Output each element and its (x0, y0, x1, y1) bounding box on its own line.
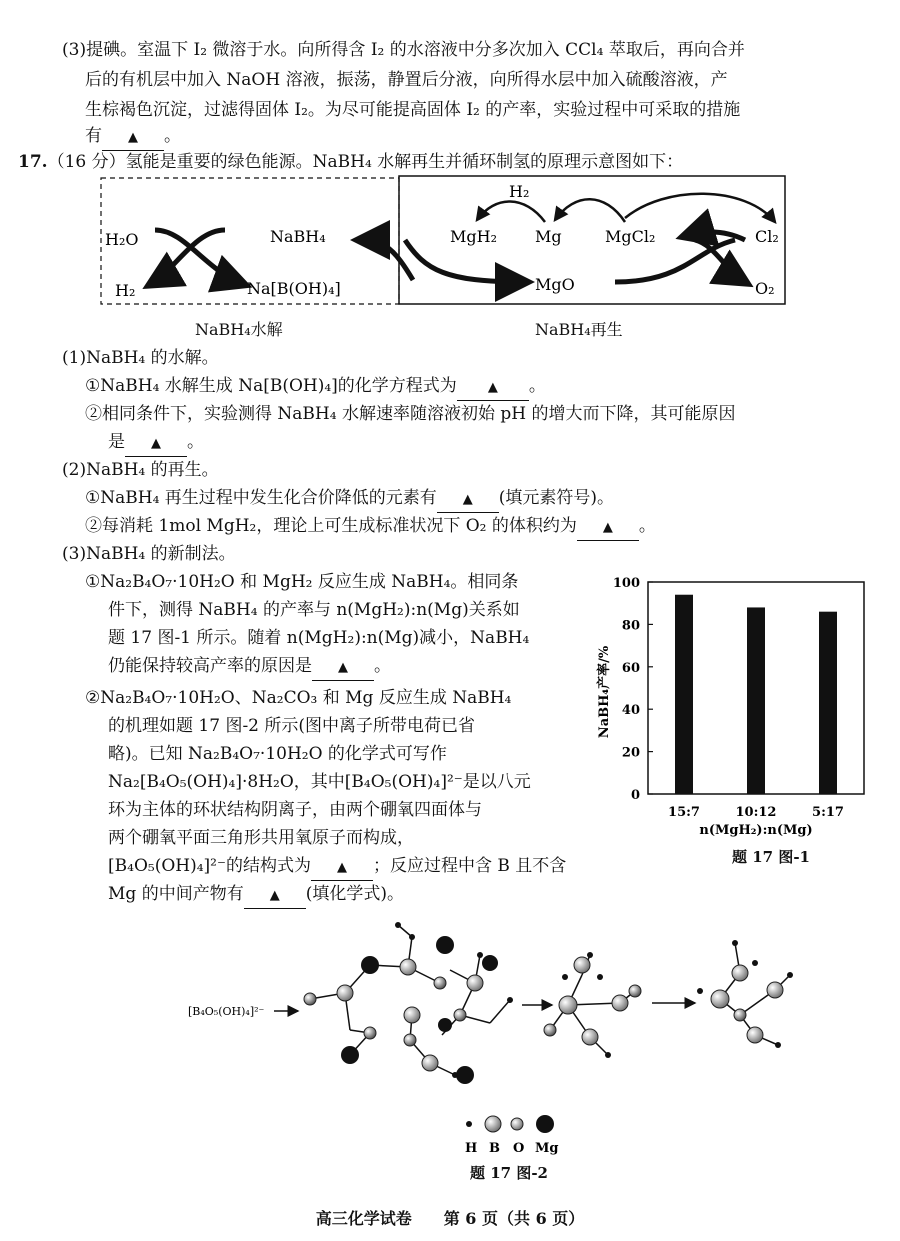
legend-h-label: H (465, 1141, 478, 1156)
p1-q2-line2 (108, 430, 204, 457)
p3-q1-line2: 件下，测得 NaBH₄ 的产率与 n(MgH₂):n(Mg)关系如 (108, 600, 520, 620)
p3-q1-line4 (108, 654, 391, 681)
arrow-mg-to-mgh2 (477, 201, 545, 222)
q16-p3-line1: (3)提碘。室温下 I₂ 微溶于水。向所得含 I₂ 的水溶液中分多次加入 CCl₄ 萃取后，再向合并 (62, 40, 745, 60)
label-h2-top: H₂ (509, 182, 530, 201)
legend-b-label: B (489, 1141, 500, 1156)
arrow-cl2-to-mgcl2 (685, 232, 745, 240)
arrow-to-nabh4 (360, 240, 413, 280)
p2-q2-suffix: 。 (638, 516, 656, 536)
label-nabh4: NaBH₄ (270, 227, 326, 246)
y-tick-label: 60 (621, 660, 640, 676)
bar-10-12 (747, 607, 765, 794)
p1-q2-prefix: 是 (108, 432, 125, 452)
legend-b-atom (485, 1116, 501, 1132)
bars (675, 595, 837, 794)
y-tick-label: 20 (621, 745, 640, 761)
y-axis-ticks (613, 576, 653, 803)
p2-title: (2)NaBH₄ 的再生。 (62, 460, 219, 480)
arrow-mgcl2-to-cl2 (625, 194, 775, 222)
label-mg: Mg (535, 227, 562, 246)
yield-bar-chart (590, 572, 880, 842)
y-tick-label: 40 (621, 703, 640, 719)
p3-q1-line4-text: 仍能保持较高产率的原因是 (108, 656, 312, 676)
legend-mg-label: Mg (535, 1141, 559, 1156)
p1-q2-suffix: 。 (187, 432, 204, 452)
p3-q2-line8-suffix: (填化学式)。 (305, 884, 404, 904)
p1-q1 (85, 374, 546, 401)
p3-q2-line8-text: Mg 的中间产物有 (108, 884, 244, 904)
p3-q2-line2: 的机理如题 17 图-2 所示(图中离子所带电荷已省 (108, 716, 476, 736)
page-footer: 高三化学试卷 第 6 页（共 6 页） (315, 1209, 585, 1228)
arrow-mgo-to-o2 (615, 240, 735, 282)
x-axis-ticks (668, 805, 844, 820)
q16-p3-line2: 后的有机层中加入 NaOH 溶液，振荡，静置后分液，向所得水层中加入硫酸溶液，产 (85, 70, 728, 90)
h-atoms (395, 922, 793, 1078)
label-o2: O₂ (755, 279, 775, 298)
p3-q2-line7-suffix: ；反应过程中含 B 且不含 (372, 856, 567, 876)
p1-q1-suffix: 。 (528, 376, 546, 396)
label-hydrolysis: NaBH₄水解 (195, 320, 283, 339)
b-atoms (337, 957, 783, 1071)
y-tick-label: 0 (630, 788, 640, 803)
label-h2o: H₂O (105, 230, 139, 249)
answer-blank[interactable]: ▲ (244, 884, 306, 909)
p1-q1-text: ①NaBH₄ 水解生成 Na[B(OH)₄]的化学方程式为 (85, 376, 457, 396)
q16-p3-line4 (85, 124, 181, 151)
q16-p3-line3: 生棕褐色沉淀，过滤得固体 I₂。为尽可能提高固体 I₂ 的产率，实验过程中可采取的措施 (85, 100, 741, 120)
q16-p3-line4-prefix: 有 (85, 126, 102, 146)
answer-blank[interactable]: ▲ (102, 126, 164, 151)
legend-o-label: O (513, 1141, 525, 1156)
p3-q1-line1: ①Na₂B₄O₇·10H₂O 和 MgH₂ 反应生成 NaBH₄。相同条 (85, 572, 519, 592)
p1-q2-line1: ②相同条件下，实验测得 NaBH₄ 水解速率随溶液初始 pH 的增大而下降，其可能原因 (85, 404, 736, 424)
p2-q1 (85, 486, 614, 513)
label-nabOH4: Na[B(OH)₄] (247, 279, 341, 298)
p3-q2-line7-text: [B₄O₅(OH)₄]²⁻的结构式为 (108, 856, 311, 876)
mg-atoms (341, 936, 498, 1084)
fig2-caption: 题 17 图-2 (470, 1164, 548, 1182)
label-mgo: MgO (535, 275, 575, 294)
fig1-caption: 题 17 图-1 (732, 848, 810, 866)
x-tick-label: 15:7 (668, 805, 700, 820)
label-regeneration: NaBH₄再生 (535, 320, 623, 339)
q16-p3-line4-suffix: 。 (164, 126, 181, 146)
p3-q1-line3: 题 17 图-1 所示。随着 n(MgH₂):n(Mg)减小，NaBH₄ (108, 628, 530, 648)
p3-q2-line5: 环为主体的环状结构阴离子，由两个硼氧四面体与 (108, 800, 482, 820)
answer-blank[interactable]: ▲ (437, 488, 499, 513)
start-ion-label: [B₄O₅(OH)₄]²⁻ (188, 1005, 265, 1018)
answer-blank[interactable]: ▲ (125, 432, 187, 457)
o-atoms (304, 977, 746, 1046)
label-mgcl2: MgCl₂ (605, 227, 656, 246)
arrow-mgcl2-to-mg (555, 199, 625, 222)
arrow-to-mgo (405, 240, 525, 282)
answer-blank[interactable]: ▲ (577, 516, 639, 541)
answer-blank[interactable]: ▲ (311, 856, 373, 881)
atom-legend (455, 1112, 565, 1160)
y-axis-label: NaBH₄产率/% (597, 645, 612, 739)
y-tick-label: 80 (621, 618, 640, 634)
label-h2-left: H₂ (115, 281, 136, 300)
p1-title: (1)NaBH₄ 的水解。 (62, 348, 219, 368)
y-tick-label: 100 (612, 576, 640, 591)
p3-q2-line8 (108, 882, 404, 909)
p2-q1-text: ①NaBH₄ 再生过程中发生化合价降低的元素有 (85, 488, 437, 508)
q17-intro-text: （16 分）氢能是重要的绿色能源。NaBH₄ 水解再生并循环制氢的原理示意图如下： (47, 152, 684, 172)
legend-mg-atom (536, 1115, 554, 1133)
arrow-nabh4-to-h2 (151, 230, 225, 284)
p2-q1-suffix: (填元素符号)。 (498, 488, 615, 508)
bar-15-7 (675, 595, 693, 794)
label-mgh2: MgH₂ (450, 227, 497, 246)
legend-h-atom (466, 1121, 472, 1127)
p3-q2-line6: 两个硼氧平面三角形共用氧原子而构成， (108, 828, 414, 848)
x-tick-label: 5:17 (812, 805, 844, 820)
x-tick-label: 10:12 (735, 805, 777, 820)
p3-q2-line3: 略)。已知 Na₂B₄O₇·10H₂O 的化学式可写作 (108, 744, 447, 764)
p3-q2-line7 (108, 854, 566, 881)
answer-blank[interactable]: ▲ (312, 656, 374, 681)
p3-q2-line1: ②Na₂B₄O₇·10H₂O、Na₂CO₃ 和 Mg 反应生成 NaBH₄ (85, 688, 512, 708)
p2-q2-text: ②每消耗 1mol MgH₂，理论上可生成标准状况下 O₂ 的体积约为 (85, 516, 577, 536)
legend-o-atom (511, 1118, 523, 1130)
x-axis-label: n(MgH₂):n(Mg) (699, 823, 813, 838)
label-cl2: Cl₂ (755, 227, 779, 246)
mechanism-figure (180, 915, 820, 1115)
p3-q1-line4-suffix: 。 (374, 656, 391, 676)
p3-q2-line4: Na₂[B₄O₅(OH)₄]·8H₂O，其中[B₄O₅(OH)₄]²⁻是以八元 (108, 772, 531, 792)
question-number: 17. (18, 152, 48, 172)
bar-5-17 (819, 612, 837, 794)
p3-title: (3)NaBH₄ 的新制法。 (62, 544, 236, 564)
answer-blank[interactable]: ▲ (457, 376, 529, 401)
p2-q2 (85, 514, 656, 541)
